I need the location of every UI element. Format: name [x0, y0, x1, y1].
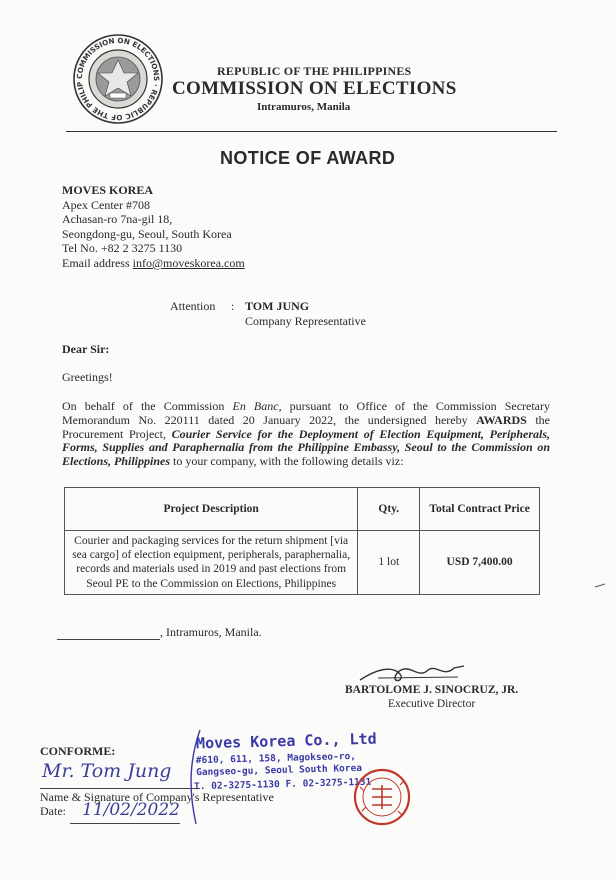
date-underline — [70, 823, 180, 824]
header-divider — [66, 131, 557, 132]
conforme-label: CONFORME: — [40, 744, 116, 758]
body-part2: pursuant to Office of the Commission Secretary Memorandum No. 220111 dated 20 January 2022, the undersigned hereby — [62, 399, 550, 427]
stamp-company-name: Moves Korea Co., Ltd — [195, 729, 377, 753]
header-commission: COMMISSION ON ELECTIONS — [172, 78, 457, 99]
greeting: Greetings! — [62, 370, 113, 384]
conforme-date-value: 11/02/2022 — [82, 800, 180, 820]
signatory-title: Executive Director — [388, 698, 476, 710]
conforme-signature: Mr. Tom Jung — [42, 760, 172, 782]
stamp-address1: #610, 611, 158, Magokseo-ro, — [195, 750, 357, 767]
attention-role: Company Representative — [245, 314, 366, 328]
page-title: NOTICE OF AWARD — [220, 148, 396, 168]
table-row — [65, 531, 540, 595]
comelec-seal — [72, 33, 164, 125]
body-awards: AWARDS — [476, 412, 527, 427]
date-location: , Intramuros, Manila. — [160, 625, 262, 639]
body-en-banc: En Banc, — [232, 399, 282, 413]
cell-qty: 1 lot — [358, 531, 420, 595]
addressee-tel: Tel No. +82 2 3275 1130 — [62, 241, 183, 256]
addressee-name: MOVES KOREA — [62, 183, 154, 197]
conforme-underline — [40, 788, 200, 789]
header-description: Project Description — [65, 488, 358, 531]
body-part3: the Procurement Project, — [62, 412, 550, 441]
attention-colon: : — [231, 299, 235, 313]
seal-text: COMMISSION ON ELECTIONS · REPUBLIC OF THE PHILIP — [74, 35, 162, 123]
addressee-line2: Achasan-ro 7na-gil 18, — [62, 212, 173, 227]
body-paragraph — [62, 400, 550, 469]
addressee-block — [62, 183, 245, 271]
margin-mark — [594, 575, 606, 580]
body-part1: On behalf of the Commission — [62, 399, 233, 413]
table-header-row — [65, 488, 540, 531]
date-line — [57, 625, 262, 640]
addressee-email-row — [62, 256, 245, 271]
conforme-date-label: Date: — [40, 804, 66, 818]
email-label: Email address — [62, 255, 133, 270]
email-link[interactable]: info@moveskorea.com — [132, 255, 245, 270]
attention-label: Attention — [170, 299, 216, 313]
stamp-address — [196, 751, 362, 779]
date-blank — [57, 639, 160, 640]
stamp-address2: Gangseo-gu, Seoul South Korea — [196, 762, 363, 779]
stamp-tel: T. 02-3275-1130 F. 02-3275-1131 — [193, 776, 372, 793]
company-seal — [352, 767, 412, 827]
attention-block — [245, 299, 366, 329]
addressee-line3: Seongdong-gu, Seoul, South Korea — [62, 226, 232, 241]
header-price: Total Contract Price — [420, 488, 540, 531]
header-republic: REPUBLIC OF THE PHILIPPINES — [217, 64, 412, 78]
header-qty: Qty. — [358, 488, 420, 531]
signatory-name: BARTOLOME J. SINOCRUZ, JR. — [345, 684, 519, 696]
body-project: Courier Service for the Deployment of Election Equipment, Peripherals, Forms, Supplies and Paraphernalia from the Philippine Embassy, Seoul to the Commission on Elections, Philippines — [62, 426, 550, 469]
body-part4: to your company, with the following details viz: — [170, 454, 404, 469]
attention-name: TOM JUNG — [245, 299, 310, 313]
award-table — [64, 487, 540, 595]
conforme-name-line: Name & Signature of Company's Representative — [40, 790, 274, 804]
cell-description: Courier and packaging services for the return shipment [via sea cargo] of election equipment, peripherals, paraphernalia, records and materials used in 2019 and past elections from Seoul PE to the Commission on Elections, Philippines — [65, 531, 358, 595]
salutation: Dear Sir: — [62, 342, 110, 356]
cell-price: USD 7,400.00 — [420, 531, 540, 595]
addressee-line1: Apex Center #708 — [62, 197, 150, 212]
header-location: Intramuros, Manila — [257, 101, 351, 113]
